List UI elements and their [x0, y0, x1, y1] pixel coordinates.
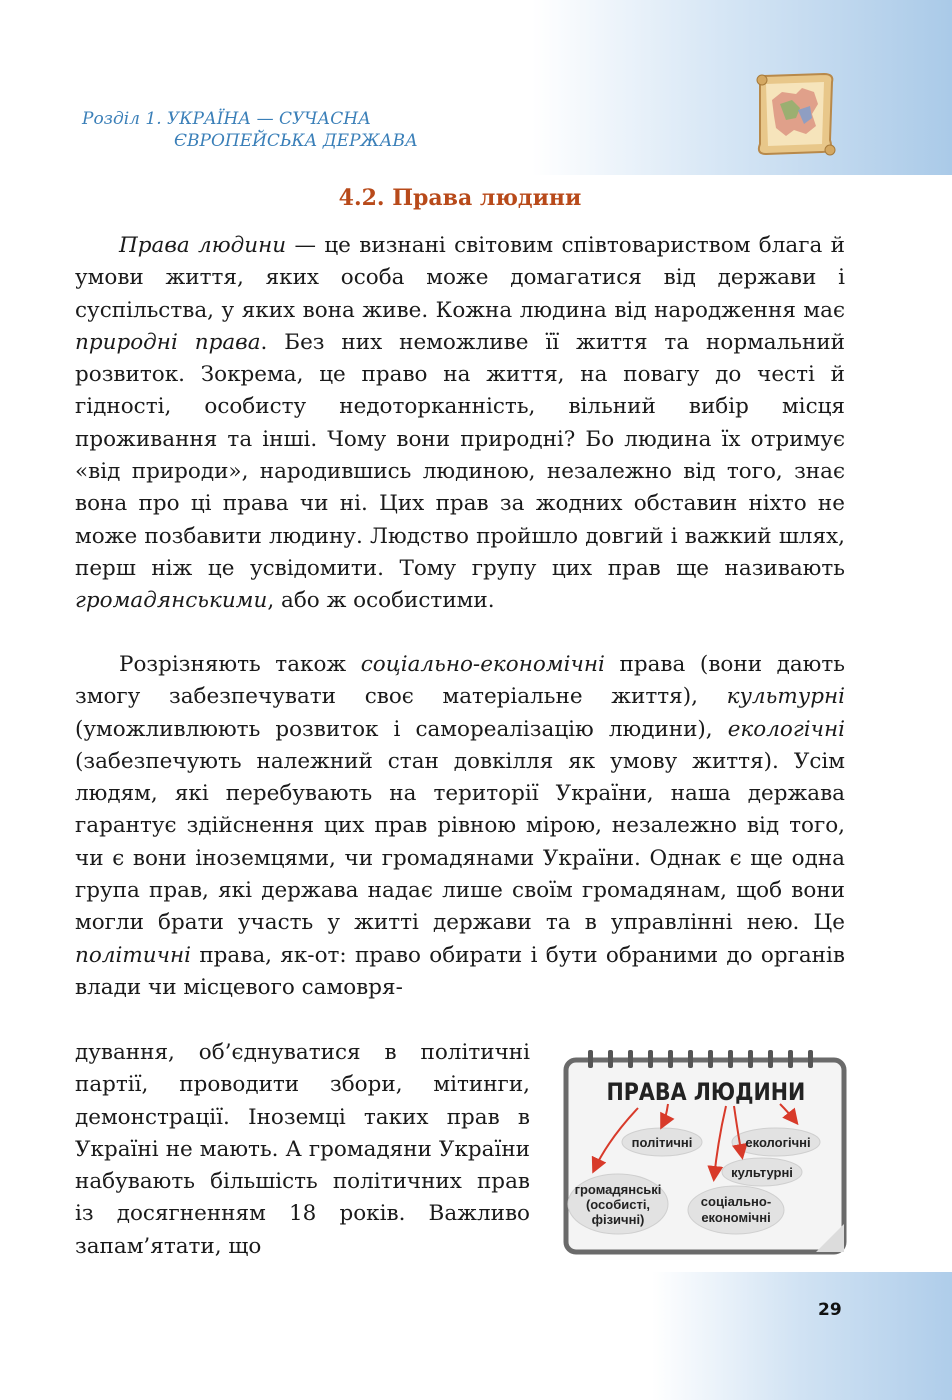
header-gradient	[532, 0, 952, 175]
term-human-rights: Права людини	[119, 233, 287, 258]
text-run: — це визнані світовим співтовариством блага й умови життя, яких особа може домагатися від держави і суспільства, у яких вона живе. Кожна людина від народження має	[75, 233, 845, 323]
label-civil-1: громадянські	[574, 1182, 662, 1197]
label-civil-2: (особисті,	[585, 1197, 651, 1212]
paragraph-2	[75, 649, 845, 1004]
term-political: політичні	[75, 942, 192, 968]
text-run: (забезпечують належний стан довкілля як умову життя). Усім людям, які перебувають на території України, наша держава гарантує здійснення цих прав рівною мірою, незалежно від того, чи є вони іноземцями, чи громадянами України. Однак є ще одна група прав, які держава надає лише своїм громадянам, щоб вони могли брати участь у житті держави та в управлінні нею. Це	[75, 748, 845, 936]
term-ecological: екологічні	[727, 716, 845, 742]
section-title: 4.2. Права людини	[338, 185, 582, 211]
europe-map-scroll-icon	[752, 70, 838, 158]
chapter-line-2: ЄВРОПЕЙСЬКА ДЕРЖАВА	[174, 131, 418, 151]
label-civil-3: фізичні)	[591, 1212, 645, 1227]
text-run: права (вони дають змогу забезпечувати своє матеріальне життя),	[75, 652, 845, 710]
text-run: . Без них неможливе її життя та нормальний розвиток. Зокрема, це право на життя, на повагу до честі й гідності, особисту недоторканність, вільний вибір місця проживання та інші. Чому вони природні? Бо людина їх отримує «від природи», народившись людиною, незалежно від того, знає вона про ці права чи ні. Цих прав за жодних обставин ніхто не може позбавити людину. Людство пройшло довгий і важкий шлях, перш ніж це усвідомити. Тому групу цих прав ще називають	[75, 329, 845, 581]
text-run: (уможливлюють розвиток і самореалізацію людини),	[75, 716, 728, 742]
chapter-heading	[82, 108, 418, 152]
term-civil: громадянськими	[75, 588, 268, 614]
page-number: 29	[818, 1300, 842, 1320]
label-ecological: екологічні	[745, 1135, 811, 1150]
term-natural-rights: природні права	[75, 329, 261, 355]
human-rights-diagram	[558, 1040, 850, 1262]
text-run: Розрізняють також	[119, 652, 361, 677]
paragraph-1	[75, 230, 845, 618]
text-run: , або ж особистими.	[267, 588, 495, 614]
chapter-line-1: Розділ 1. УКРАЇНА — СУЧАСНА	[82, 109, 371, 129]
term-socio-economic: соціально-економічні	[360, 652, 605, 677]
label-political: політичні	[631, 1135, 693, 1150]
footer-gradient	[652, 1272, 952, 1400]
label-social-2: економічні	[701, 1210, 771, 1225]
diagram-heading: ПРАВА ЛЮДИНИ	[606, 1078, 806, 1107]
text-run: права, як-от: право обирати і бути обраними до органів влади чи місцевого самовря-	[75, 942, 845, 1000]
paragraph-3: дування, об’єднуватися в політичні партії, проводити збори, мітинги, демонстрації. Іноземці таких прав в Україні не мають. А громадяни України набувають більшість політичних прав із досягненням 18 років. Важливо запам’ятати, що	[75, 1040, 530, 1259]
label-social-1: соціально-	[700, 1194, 772, 1209]
label-cultural: культурні	[731, 1165, 793, 1180]
term-cultural: культурні	[726, 684, 845, 710]
